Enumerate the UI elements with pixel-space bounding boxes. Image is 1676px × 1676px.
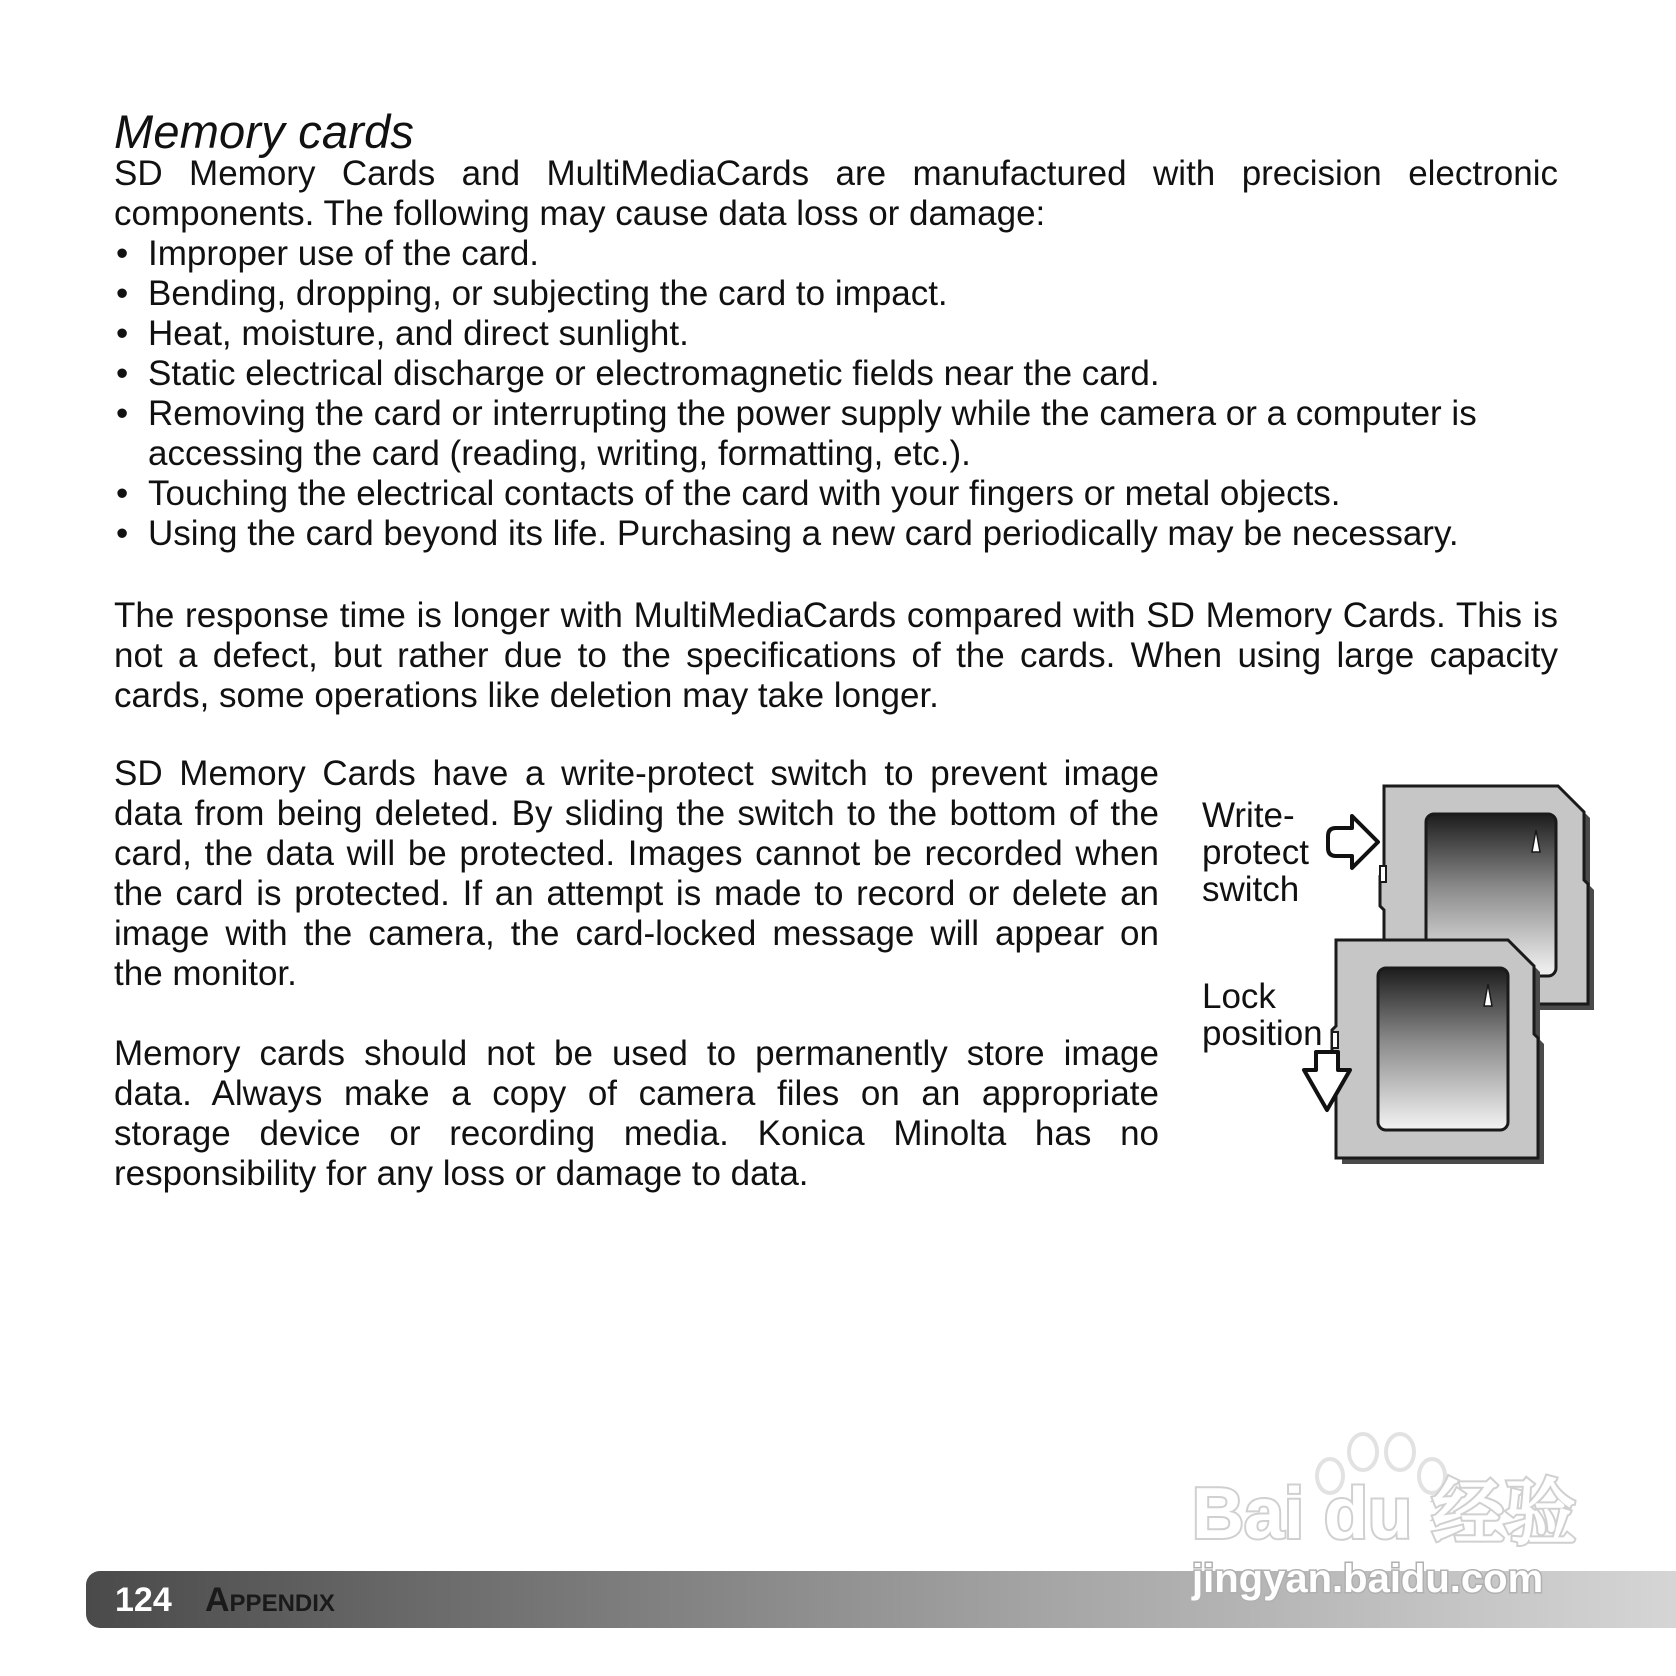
section-title: Memory cards — [114, 105, 415, 158]
list-item: • Improper use of the card. — [116, 234, 540, 273]
lock-position-label: Lock position — [1202, 977, 1323, 1053]
page-number: 124 — [115, 1581, 172, 1619]
storage-warning-paragraph: Memory cards should not be used to permanently store image data. Always make a copy of camera files on an appropriate storage device or recording media. Konica Minolta has no responsibility for any loss or damage to data. — [114, 1034, 1159, 1193]
list-item: • Bending, dropping, or subjecting the card to impact. — [116, 274, 948, 313]
watermark-brand: Bai du 经验 — [1192, 1474, 1577, 1554]
write-protect-paragraph: SD Memory Cards have a write-protect switch to prevent image data from being deleted. By sliding the switch to the bottom of the card, the data will be protected. Images cannot be recorded when the card is protected. If an attempt is made to record or delete an image with the camera, the card-locked message will appear on the monitor. — [114, 754, 1159, 993]
list-item: • Heat, moisture, and direct sunlight. — [116, 314, 689, 353]
list-item: • Static electrical discharge or electromagnetic fields near the card. — [116, 354, 1160, 393]
watermark-url: jingyan.baidu.com — [1192, 1557, 1544, 1601]
chapter-name: Appendix — [205, 1581, 335, 1619]
arrow-right-icon — [1328, 816, 1378, 868]
write-protect-switch-label: Write- protect switch — [1202, 796, 1309, 909]
sd-card-locked — [1332, 940, 1544, 1164]
intro-paragraph: SD Memory Cards and MultiMediaCards are manufactured with precision electronic components. The following may cause data loss or damage: — [114, 154, 1558, 233]
list-item: • Touching the electrical contacts of the card with your fingers or metal objects. — [116, 474, 1341, 513]
sd-card-diagram — [1300, 780, 1676, 1170]
list-item: • Removing the card or interrupting the power supply while the camera or a computer is accessing the card (reading, writing, formatting, etc.). — [116, 394, 1477, 473]
baidu-jingyan-watermark — [1180, 1420, 1590, 1610]
response-time-paragraph: The response time is longer with MultiMediaCards compared with SD Memory Cards. This is not a defect, but rather due to the specifications of the cards. When using large capacity cards, some operations like deletion may take longer. — [114, 596, 1558, 715]
list-item: • Using the card beyond its life. Purchasing a new card periodically may be necessary. — [116, 514, 1459, 553]
damage-causes-list — [114, 234, 1558, 554]
